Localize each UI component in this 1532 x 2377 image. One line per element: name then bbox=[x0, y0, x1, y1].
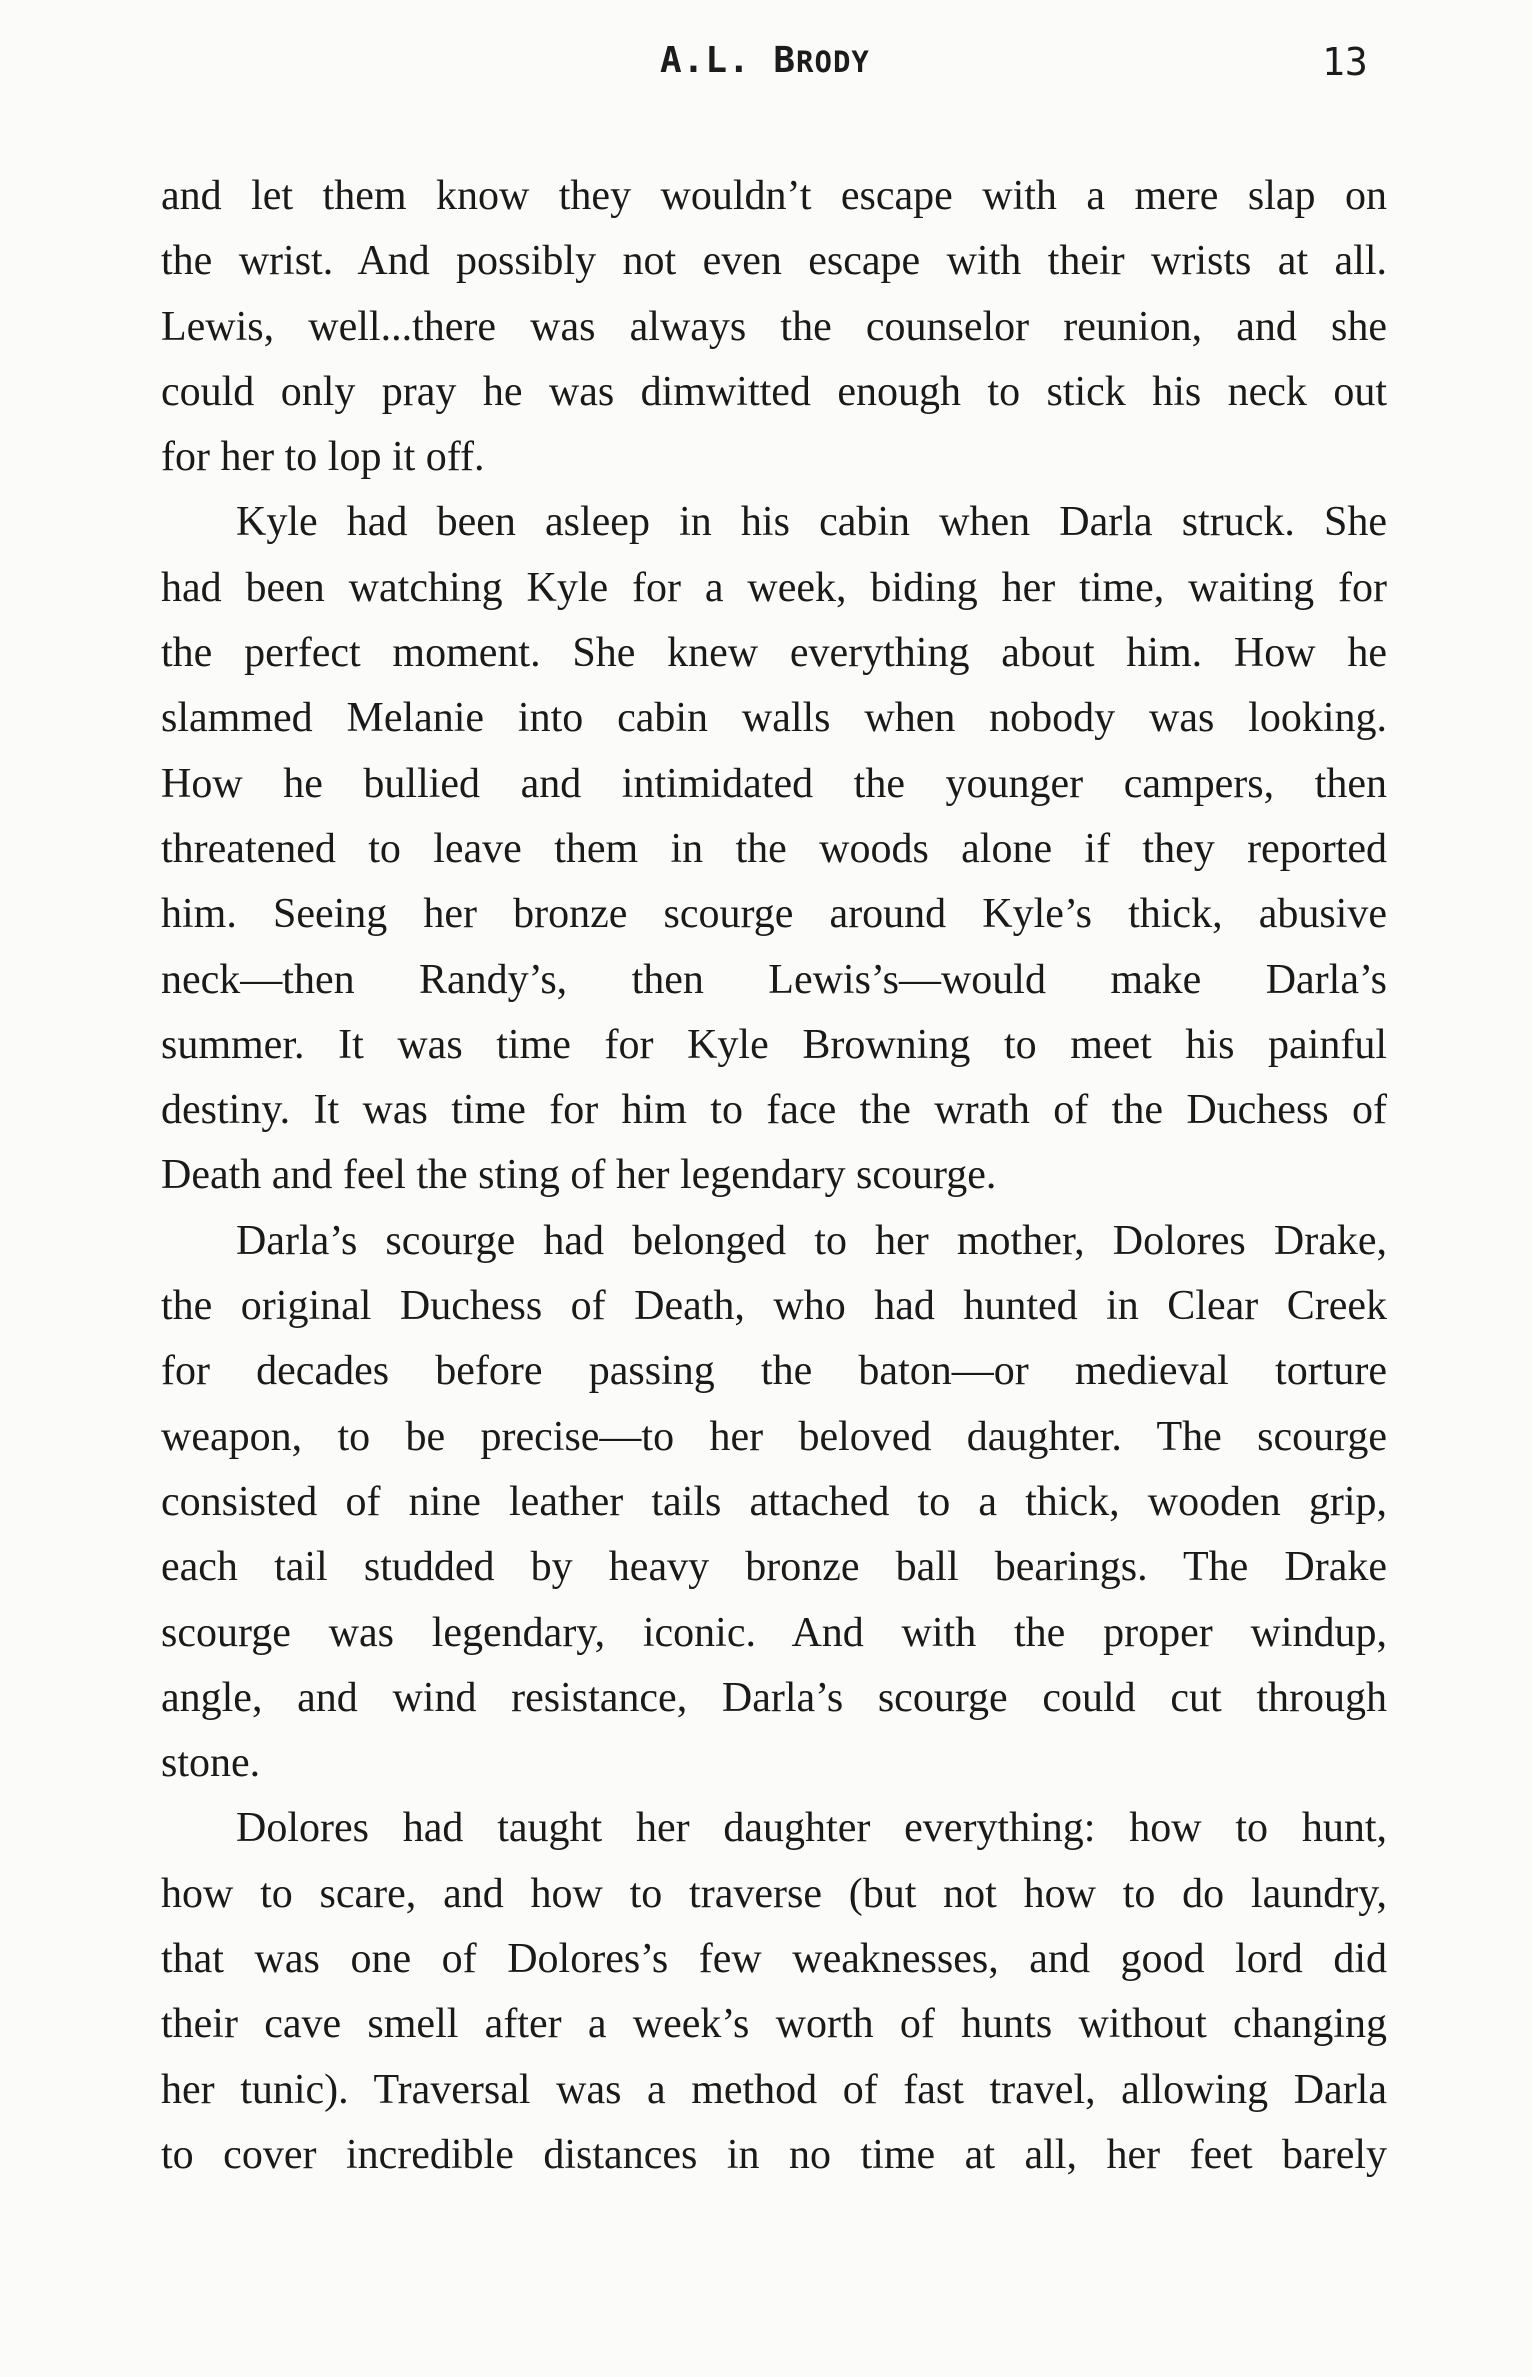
text-line: how to scare, and how to traverse (but not how to do laundry, bbox=[161, 1870, 1387, 1917]
text-line: him. Seeing her bronze scourge around Kyle’s thick, abusive bbox=[161, 891, 1387, 938]
author-surname-rest: RODY bbox=[796, 45, 870, 79]
text-line: destiny. It was time for him to face the wrath of the Duchess of bbox=[161, 1087, 1387, 1134]
body-text bbox=[161, 164, 1387, 2188]
text-line: had been watching Kyle for a week, biding her time, waiting for bbox=[161, 564, 1387, 611]
page-number: 13 bbox=[1322, 40, 1368, 84]
text-line: that was one of Dolores’s few weaknesses, and good lord did bbox=[161, 1936, 1387, 1983]
paragraph bbox=[161, 1796, 1387, 2188]
paragraph bbox=[161, 164, 1387, 490]
text-line: their cave smell after a week’s worth of hunts without changing bbox=[161, 2001, 1387, 2048]
text-line: and let them know they wouldn’t escape with a mere slap on bbox=[161, 173, 1387, 219]
text-line: Dolores had taught her daughter everything: how to hunt, bbox=[236, 1805, 1387, 1852]
author-initials: A.L. B bbox=[660, 40, 797, 81]
text-line: to cover incredible distances in no time at all, her feet barely bbox=[161, 2131, 1387, 2178]
text-line: the perfect moment. She knew everything about him. How he bbox=[161, 630, 1387, 677]
text-line: angle, and wind resistance, Darla’s scourge could cut through bbox=[161, 1674, 1387, 1721]
text-line: Lewis, well...there was always the counselor reunion, and she bbox=[161, 303, 1387, 350]
text-line: for decades before passing the baton—or medieval torture bbox=[161, 1348, 1387, 1395]
text-line: could only pray he was dimwitted enough to stick his neck out bbox=[161, 368, 1387, 415]
text-line: summer. It was time for Kyle Browning to meet his painful bbox=[161, 1021, 1387, 1068]
author-name bbox=[660, 40, 870, 81]
text-line: neck—then Randy’s, then Lewis’s—would make Darla’s bbox=[161, 956, 1387, 1003]
text-line: the wrist. And possibly not even escape with their wrists at all. bbox=[161, 238, 1387, 285]
text-line: slammed Melanie into cabin walls when nobody was looking. bbox=[161, 695, 1387, 742]
text-line: the original Duchess of Death, who had hunted in Clear Creek bbox=[161, 1283, 1387, 1330]
text-line: each tail studded by heavy bronze ball bearings. The Drake bbox=[161, 1544, 1387, 1591]
text-line: Death and feel the sting of her legendary scourge. bbox=[161, 1152, 997, 1199]
paragraph bbox=[161, 490, 1387, 1208]
text-line: weapon, to be precise—to her beloved daughter. The scourge bbox=[161, 1413, 1387, 1460]
paragraph bbox=[161, 1209, 1387, 1797]
text-line: scourge was legendary, iconic. And with the proper windup, bbox=[161, 1609, 1387, 1656]
text-line: Darla’s scourge had belonged to her mother, Dolores Drake, bbox=[236, 1217, 1387, 1264]
text-line: Kyle had been asleep in his cabin when Darla struck. She bbox=[236, 499, 1387, 546]
text-line: consisted of nine leather tails attached to a thick, wooden grip, bbox=[161, 1478, 1387, 1525]
text-line: her tunic). Traversal was a method of fast travel, allowing Darla bbox=[161, 2066, 1387, 2113]
text-line: stone. bbox=[161, 1740, 261, 1787]
text-line: How he bullied and intimidated the younger campers, then bbox=[161, 760, 1387, 807]
text-line: for her to lop it off. bbox=[161, 434, 485, 481]
running-head bbox=[0, 40, 1532, 100]
text-line: threatened to leave them in the woods alone if they reported bbox=[161, 825, 1387, 872]
